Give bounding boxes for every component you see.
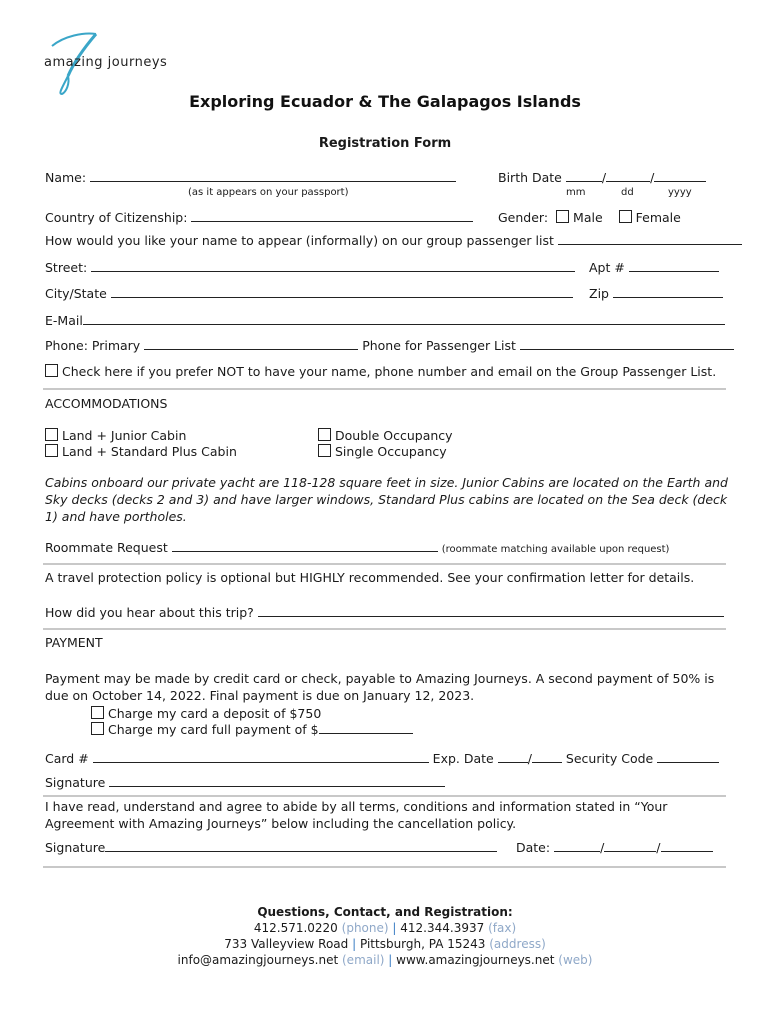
travel-policy-text: A travel protection policy is optional but HIGHLY recommended. See your confirmation letter for details. — [45, 570, 695, 585]
exp-date-label: Exp. Date — [432, 751, 494, 766]
phone-row — [45, 338, 734, 353]
deposit-row — [91, 706, 321, 721]
citizenship-row — [45, 210, 473, 225]
footer-web-line — [0, 953, 770, 967]
signature-label: Signature — [45, 775, 106, 790]
divider — [43, 795, 726, 797]
male-label: Male — [573, 210, 603, 225]
footer-email[interactable]: info@amazingjourneys.net — [177, 953, 339, 967]
city-state-input[interactable] — [111, 286, 573, 298]
single-occupancy-checkbox[interactable] — [318, 444, 331, 457]
footer-address-line — [0, 937, 770, 951]
form-subtitle: Registration Form — [318, 136, 452, 151]
street-label: Street: — [45, 260, 88, 275]
phone-passenger-input[interactable] — [520, 338, 734, 350]
phone-passenger-label: Phone for Passenger List — [362, 338, 516, 353]
deposit-checkbox[interactable] — [91, 706, 104, 719]
zip-input[interactable] — [613, 286, 723, 298]
junior-cabin-label: Land + Junior Cabin — [62, 428, 187, 443]
hear-about-label: How did you hear about this trip? — [45, 605, 254, 620]
phone-primary-input[interactable] — [144, 338, 358, 350]
standard-cabin-checkbox[interactable] — [45, 444, 58, 457]
birth-month-input[interactable] — [566, 170, 602, 182]
double-occupancy-label: Double Occupancy — [335, 428, 453, 443]
separator: | — [352, 937, 357, 951]
signature-input[interactable] — [109, 775, 445, 787]
full-payment-checkbox[interactable] — [91, 722, 104, 735]
footer-fax-tag: (fax) — [488, 921, 517, 935]
email-label: E-Mail — [45, 313, 83, 328]
page-title: Exploring Ecuador & The Galapagos Islands — [189, 92, 581, 111]
date-year-input[interactable] — [661, 840, 713, 852]
female-checkbox[interactable] — [619, 210, 632, 223]
name-row — [45, 170, 456, 185]
card-input[interactable] — [93, 751, 429, 763]
logo-text: amazing journeys — [44, 55, 168, 70]
yyyy-label: yyyy — [668, 187, 692, 198]
phone-primary-label: Phone: Primary — [45, 338, 141, 353]
signature2-label: Signature — [45, 840, 106, 855]
security-code-input[interactable] — [657, 751, 719, 763]
full-payment-row — [91, 722, 413, 737]
accommodations-heading: ACCOMMODATIONS — [45, 396, 168, 411]
apt-row — [589, 260, 719, 275]
separator: | — [392, 921, 397, 935]
roommate-row — [45, 540, 669, 555]
logo — [44, 28, 168, 98]
deposit-label: Charge my card a deposit of $750 — [108, 706, 322, 721]
option-double — [318, 428, 453, 443]
mm-label: mm — [566, 187, 586, 198]
divider — [43, 628, 726, 630]
option-junior — [45, 428, 186, 443]
date-day-input[interactable] — [604, 840, 656, 852]
payment-text-2: due on October 14, 2022. Final payment is due on January 12, 2023. — [45, 688, 475, 703]
footer-web-tag: (web) — [558, 953, 593, 967]
informal-name-input[interactable] — [558, 233, 742, 245]
female-label: Female — [635, 210, 681, 225]
full-payment-label: Charge my card full payment of $ — [108, 722, 319, 737]
city-row — [45, 286, 573, 301]
standard-cabin-label: Land + Standard Plus Cabin — [62, 444, 237, 459]
cabin-note-3: 1) and have portholes. — [45, 509, 187, 524]
exp-year-input[interactable] — [532, 751, 562, 763]
name-input[interactable] — [90, 170, 456, 182]
opt-out-label: Check here if you prefer NOT to have your name, phone number and email on the Group Passenger List. — [62, 364, 717, 379]
full-payment-input[interactable] — [319, 722, 413, 734]
footer-fax: 412.344.3937 — [400, 921, 485, 935]
footer-email-tag: (email) — [342, 953, 385, 967]
apt-input[interactable] — [629, 260, 719, 272]
apt-label: Apt # — [589, 260, 625, 275]
roommate-label: Roommate Request — [45, 540, 168, 555]
opt-out-checkbox[interactable] — [45, 364, 58, 377]
agreement-text-1: I have read, understand and agree to abide by all terms, conditions and information stated in “Your — [45, 799, 668, 814]
informal-name-label: How would you like your name to appear (informally) on our group passenger list — [45, 233, 554, 248]
birth-date-row: Birth Date / / — [498, 170, 706, 185]
date-row: Date: / / — [516, 840, 713, 855]
footer-web[interactable]: www.amazingjourneys.net — [396, 953, 555, 967]
citizenship-label: Country of Citizenship: — [45, 210, 188, 225]
informal-name-row — [45, 233, 742, 248]
security-code-label: Security Code — [565, 751, 654, 766]
footer-address-tag: (address) — [489, 937, 546, 951]
hear-about-row — [45, 605, 724, 620]
gender-label: Gender: — [498, 210, 549, 225]
footer-heading: Questions, Contact, and Registration: — [257, 905, 513, 919]
divider — [43, 388, 726, 390]
male-checkbox[interactable] — [556, 210, 569, 223]
signature2-row — [45, 840, 497, 855]
option-standard — [45, 444, 237, 459]
card-label: Card # — [45, 751, 89, 766]
single-occupancy-label: Single Occupancy — [335, 444, 447, 459]
footer-phone-line — [0, 921, 770, 935]
hear-about-input[interactable] — [258, 605, 724, 617]
card-row: Card # Exp. Date / Security Code — [45, 751, 719, 766]
agreement-text-2: Agreement with Amazing Journeys” below including the cancellation policy. — [45, 816, 517, 831]
footer-address: 733 Valleyview Road — [224, 937, 349, 951]
birth-day-input[interactable] — [606, 170, 650, 182]
zip-label: Zip — [589, 286, 609, 301]
birth-date-label: Birth Date — [498, 170, 562, 185]
date-month-input[interactable] — [554, 840, 600, 852]
footer-phone: 412.571.0220 — [253, 921, 338, 935]
street-input[interactable] — [91, 260, 575, 272]
opt-out-row — [45, 364, 716, 379]
junior-cabin-checkbox[interactable] — [45, 428, 58, 441]
zip-row — [589, 286, 723, 301]
footer-phone-tag: (phone) — [341, 921, 389, 935]
roommate-input[interactable] — [172, 540, 438, 552]
payment-heading: PAYMENT — [45, 635, 103, 650]
gender-row — [498, 210, 681, 225]
birth-year-input[interactable] — [654, 170, 706, 182]
city-state-label: City/State — [45, 286, 107, 301]
dd-label: dd — [621, 187, 634, 198]
name-label: Name: — [45, 170, 87, 185]
signature2-input[interactable] — [105, 840, 497, 852]
signature-row — [45, 775, 445, 790]
payment-text-1: Payment may be made by credit card or check, payable to Amazing Journeys. A second payment of 50% is — [45, 671, 715, 686]
street-row — [45, 260, 575, 275]
divider — [43, 866, 726, 868]
passport-note: (as it appears on your passport) — [188, 187, 349, 198]
separator: | — [388, 953, 393, 967]
cabin-note-2: Sky decks (decks 2 and 3) and have larger windows, Standard Plus cabins are located on the Sea deck (deck — [45, 492, 728, 507]
email-row — [45, 313, 725, 328]
roommate-note: (roommate matching available upon request) — [441, 544, 670, 555]
cabin-note-1: Cabins onboard our private yacht are 118-128 square feet in size. Junior Cabins are located on the Earth and — [45, 475, 728, 490]
divider — [43, 563, 726, 565]
double-occupancy-checkbox[interactable] — [318, 428, 331, 441]
citizenship-input[interactable] — [191, 210, 473, 222]
footer-city: Pittsburgh, PA 15243 — [359, 937, 486, 951]
exp-month-input[interactable] — [498, 751, 528, 763]
date-label: Date: — [516, 840, 551, 855]
option-single — [318, 444, 447, 459]
email-input[interactable] — [83, 313, 725, 325]
